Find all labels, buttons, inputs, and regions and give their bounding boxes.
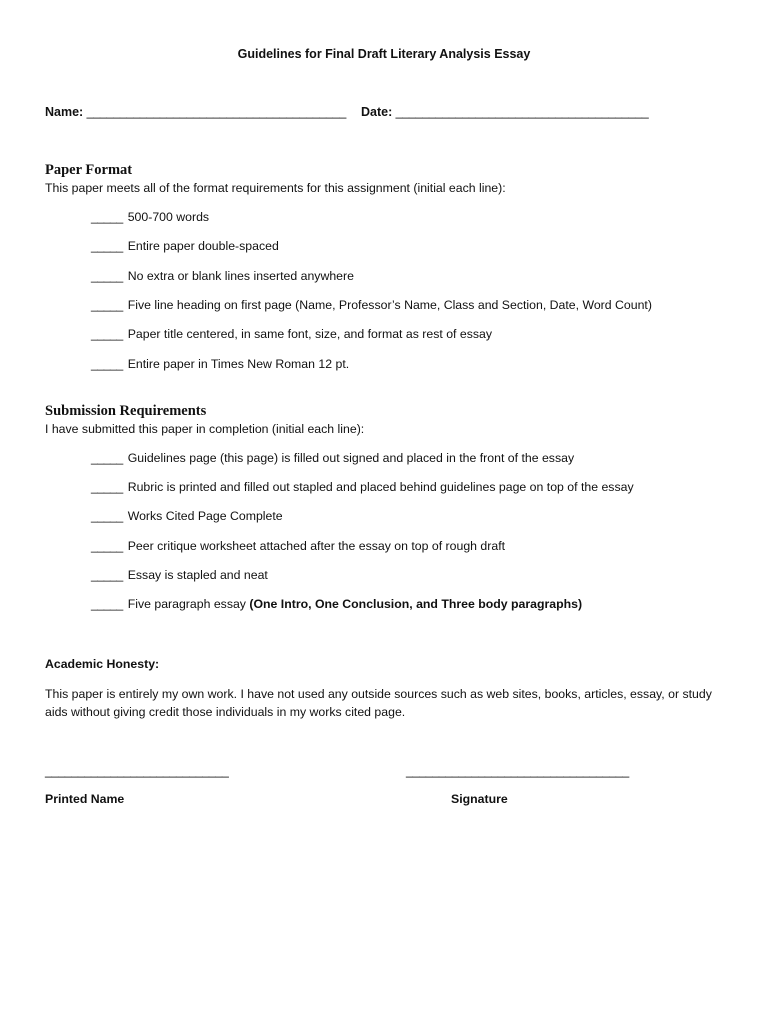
- name-line[interactable]: _______________________________________: [86, 105, 346, 119]
- submission-item-label: Rubric is printed and filled out stapled and placed behind guidelines page on top of the essay: [127, 480, 634, 494]
- printed-name-line[interactable]: ____________________________: [45, 764, 229, 778]
- printed-name-label: Printed Name: [45, 792, 125, 806]
- initial-blank[interactable]: _____: [91, 210, 123, 224]
- initial-blank[interactable]: _____: [91, 539, 123, 553]
- initial-blank[interactable]: _____: [91, 298, 123, 312]
- format-item-label: No extra or blank lines inserted anywhere: [127, 269, 354, 283]
- format-item-label: Entire paper in Times New Roman 12 pt.: [127, 357, 350, 371]
- initial-blank[interactable]: _____: [91, 357, 123, 371]
- academic-honesty-heading: Academic Honesty:: [45, 657, 160, 671]
- submission-item-label: Peer critique worksheet attached after the essay on top of rough draft: [127, 539, 506, 553]
- page-title: Guidelines for Final Draft Literary Analysis Essay: [237, 47, 531, 61]
- initial-blank[interactable]: _____: [91, 451, 123, 465]
- submission-item-label: Guidelines page (this page) is filled out signed and placed in the front of the essay: [127, 451, 575, 465]
- date-line[interactable]: ______________________________________: [395, 105, 649, 119]
- submission-item: [91, 480, 634, 494]
- name-field: [45, 105, 346, 119]
- format-item-label: Entire paper double-spaced: [127, 239, 279, 253]
- submission-item: [91, 539, 505, 553]
- initial-blank[interactable]: _____: [91, 327, 123, 341]
- initial-blank[interactable]: _____: [91, 509, 123, 523]
- submission-item-label: Works Cited Page Complete: [127, 509, 283, 523]
- date-label: Date:: [361, 105, 393, 119]
- format-item-label: 500-700 words: [127, 210, 210, 224]
- paper-format-intro: This paper meets all of the format requirements for this assignment (initial each line):: [45, 181, 506, 195]
- submission-item-bold-label: (One Intro, One Conclusion, and Three body paragraphs): [249, 597, 583, 611]
- submission-heading: Submission Requirements: [45, 403, 207, 419]
- signature-label: Signature: [451, 792, 508, 806]
- format-item: [91, 239, 279, 253]
- submission-item: [91, 509, 283, 523]
- paper-format-heading: Paper Format: [45, 162, 133, 178]
- date-field: [361, 105, 648, 119]
- format-item-label: Five line heading on first page (Name, Professor’s Name, Class and Section, Date, Word Count): [127, 298, 652, 312]
- submission-item-label: Essay is stapled and neat: [127, 568, 268, 582]
- submission-item: [91, 597, 582, 611]
- format-item: [91, 357, 349, 371]
- initial-blank[interactable]: _____: [91, 239, 123, 253]
- format-item-label: Paper title centered, in same font, size, and format as rest of essay: [127, 327, 493, 341]
- submission-item-label: Five paragraph essay: [127, 597, 250, 611]
- initial-blank[interactable]: _____: [91, 480, 123, 494]
- initial-blank[interactable]: _____: [91, 269, 123, 283]
- submission-item: [91, 568, 268, 582]
- format-item: [91, 298, 652, 312]
- submission-item: [91, 451, 574, 465]
- submission-intro: I have submitted this paper in completion (initial each line):: [45, 422, 365, 436]
- format-item: [91, 269, 354, 283]
- format-item: [91, 210, 209, 224]
- signature-line[interactable]: __________________________________: [406, 764, 629, 778]
- initial-blank[interactable]: _____: [91, 568, 123, 582]
- format-item: [91, 327, 492, 341]
- academic-honesty-text: This paper is entirely my own work. I have not used any outside sources such as web sites, books, articles, essay, or study aids without giving credit those individuals in my works cited page.: [45, 687, 712, 719]
- initial-blank[interactable]: _____: [91, 597, 123, 611]
- name-label: Name:: [45, 105, 84, 119]
